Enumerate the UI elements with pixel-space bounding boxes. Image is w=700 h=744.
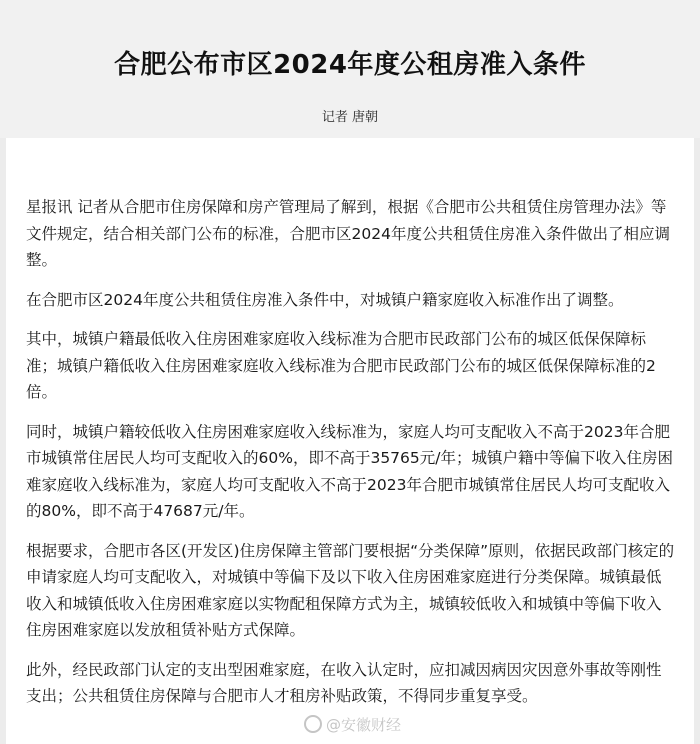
paragraph-6: 此外，经民政部门认定的支出型困难家庭，在收入认定时，应扣减因病因灾因意外事故等刚性支出；公共租赁住房保障与合肥市人才租房补贴政策，不得同步重复享受。 bbox=[26, 660, 662, 705]
paragraph-4: 同时，城镇户籍较低收入住房困难家庭收入线标准为，家庭人均可支配收入不高于2023年合肥市城镇常住居民人均可支配收入的60%，即不高于35765元/年；城镇户籍中等偏下收入住房困难家庭收入线标准为，家庭人均可支配收入不高于2023年合肥市城镇常住居民人均可支配收入的80%，即不高于47687元/年。 bbox=[26, 422, 673, 520]
paragraph-5: 根据要求，合肥市各区(开发区)住房保障主管部门要根据“分类保障”原则，依据民政部门核定的申请家庭人均可支配收入，对城镇中等偏下及以下收入住房困难家庭进行分类保障。城镇最低收入和城镇低收入住房困难家庭以实物配租保障方式为主，城镇较低收入和城镇中等偏下收入住房困难家庭以发放租赁补贴方式保障。 bbox=[26, 541, 675, 639]
watermark-text: @安徽财经 bbox=[326, 716, 402, 734]
watermark bbox=[304, 714, 401, 735]
article-byline: 记者 唐朝 bbox=[321, 110, 379, 125]
paragraph-2: 在合肥市区2024年度公共租赁住房准入条件中，对城镇户籍家庭收入标准作出了调整。 bbox=[26, 290, 624, 309]
paragraph-1: 星报讯 记者从合肥市住房保障和房产管理局了解到，根据《合肥市公共租赁住房管理办法》等文件规定，结合相关部门公布的标准，合肥市区2024年度公共租赁住房准入条件做出了相应调整。 bbox=[26, 198, 670, 269]
article-body bbox=[6, 138, 694, 744]
paragraph-3: 其中，城镇户籍最低收入住房困难家庭收入线标准为合肥市民政部门公布的城区低保保障标准；城镇户籍低收入住房困难家庭收入线标准为合肥市民政部门公布的城区低保保障标准的2倍。 bbox=[26, 330, 656, 401]
article-header bbox=[0, 0, 700, 138]
article-title: 合肥公布市区2024年度公租房准入条件 bbox=[114, 50, 586, 80]
article-text bbox=[26, 194, 676, 723]
weibo-icon bbox=[304, 715, 322, 733]
